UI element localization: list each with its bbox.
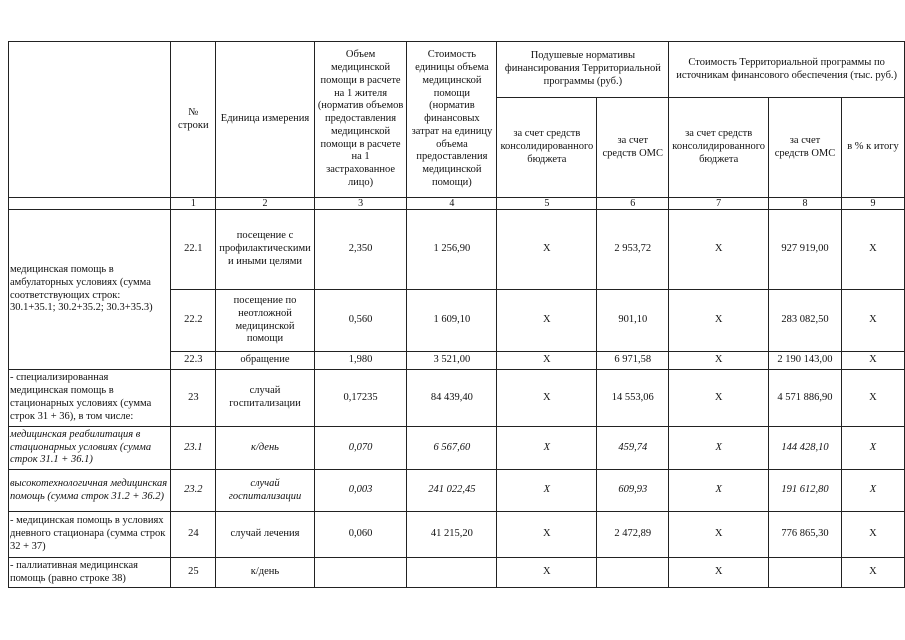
- row-unit-cost: 1 256,90: [407, 210, 497, 290]
- row-oms: 2 953,72: [597, 210, 669, 290]
- col-number: 3: [314, 198, 407, 210]
- row-oms: 2 472,89: [597, 512, 669, 558]
- row-pct: X: [841, 370, 904, 427]
- row-number: 22.3: [171, 352, 216, 370]
- row-unit: посещение по неотложной медицинской помощи: [216, 290, 314, 352]
- row-budget: X: [497, 427, 597, 470]
- row-oms: 6 971,58: [597, 352, 669, 370]
- table-row: [9, 427, 905, 470]
- header-budget-2: за счет средств консолидированного бюджета: [669, 98, 769, 198]
- row-label: медицинская помощь в амбулаторных условиях (сумма соответствующих строк: 30.1+35.1; 30.2+35.2; 30.3+35.3): [9, 210, 171, 370]
- col-number: 9: [841, 198, 904, 210]
- row-budget-2: X: [669, 210, 769, 290]
- row-oms-2: 144 428,10: [769, 427, 842, 470]
- table-row: [9, 512, 905, 558]
- row-oms-2: 191 612,80: [769, 470, 842, 512]
- row-unit-cost: 3 521,00: [407, 352, 497, 370]
- header-row-no: № строки: [171, 42, 216, 198]
- row-oms-2: 2 190 143,00: [769, 352, 842, 370]
- header-unit-cost: Стоимость единицы объема медицинской помощи (норматив финансовых затрат на единицу объема предоставления медицинской помощи): [407, 42, 497, 198]
- row-oms: [597, 558, 669, 588]
- row-unit: к/день: [216, 558, 314, 588]
- row-budget-2: X: [669, 470, 769, 512]
- row-oms-2: 283 082,50: [769, 290, 842, 352]
- row-label: медицинская реабилитация в стационарных условиях (сумма строк 31.1 + 36.1): [9, 427, 171, 470]
- header-unit: Единица измерения: [216, 42, 314, 198]
- row-number: 22.2: [171, 290, 216, 352]
- row-unit: случай госпитализации: [216, 470, 314, 512]
- row-budget-2: X: [669, 512, 769, 558]
- row-budget-2: X: [669, 427, 769, 470]
- row-budget: X: [497, 290, 597, 352]
- row-budget: X: [497, 352, 597, 370]
- header-oms-2: за счет средств ОМС: [769, 98, 842, 198]
- row-pct: X: [841, 427, 904, 470]
- row-budget: X: [497, 512, 597, 558]
- column-number-row: [9, 198, 905, 210]
- col-number: 8: [769, 198, 842, 210]
- header-row-1: [9, 42, 905, 98]
- row-unit: случай госпитализации: [216, 370, 314, 427]
- row-unit-cost: 84 439,40: [407, 370, 497, 427]
- row-volume: 1,980: [314, 352, 407, 370]
- row-oms: 459,74: [597, 427, 669, 470]
- row-number: 25: [171, 558, 216, 588]
- row-unit: к/день: [216, 427, 314, 470]
- col-number: 6: [597, 198, 669, 210]
- col-number: 2: [216, 198, 314, 210]
- row-pct: X: [841, 352, 904, 370]
- row-volume: [314, 558, 407, 588]
- row-unit-cost: 41 215,20: [407, 512, 497, 558]
- header-pct: в % к итогу: [841, 98, 904, 198]
- row-unit: обращение: [216, 352, 314, 370]
- table-row: [9, 210, 905, 290]
- table-row: [9, 470, 905, 512]
- header-per-capita: Подушевые нормативы финансирования Территориальной программы (руб.): [497, 42, 669, 98]
- col-number: 4: [407, 198, 497, 210]
- row-volume: 0,17235: [314, 370, 407, 427]
- row-unit-cost: 6 567,60: [407, 427, 497, 470]
- row-oms: 901,10: [597, 290, 669, 352]
- row-volume: 0,070: [314, 427, 407, 470]
- row-number: 23.2: [171, 470, 216, 512]
- header-oms: за счет средств ОМС: [597, 98, 669, 198]
- header-empty: [9, 42, 171, 198]
- row-label: - медицинская помощь в условиях дневного стационара (сумма строк 32 + 37): [9, 512, 171, 558]
- row-number: 23: [171, 370, 216, 427]
- row-number: 24: [171, 512, 216, 558]
- row-oms: 14 553,06: [597, 370, 669, 427]
- row-oms-2: [769, 558, 842, 588]
- row-budget-2: X: [669, 290, 769, 352]
- row-label: - паллиативная медицинская помощь (равно строке 38): [9, 558, 171, 588]
- row-volume: 0,560: [314, 290, 407, 352]
- row-pct: X: [841, 470, 904, 512]
- row-budget-2: X: [669, 370, 769, 427]
- row-volume: 0,003: [314, 470, 407, 512]
- col-number: 7: [669, 198, 769, 210]
- row-volume: 0,060: [314, 512, 407, 558]
- row-unit-cost: 241 022,45: [407, 470, 497, 512]
- col-number-empty: [9, 198, 171, 210]
- row-budget-2: X: [669, 558, 769, 588]
- row-budget-2: X: [669, 352, 769, 370]
- row-pct: X: [841, 512, 904, 558]
- header-volume: Объем медицинской помощи в расчете на 1 жителя (норматив объемов предоставления медицинской помощи в расчете на 1 застрахованное лицо): [314, 42, 407, 198]
- row-oms-2: 776 865,30: [769, 512, 842, 558]
- row-label: - специализированная медицинская помощь в стационарных условиях (сумма строк 31 + 36), в том числе:: [9, 370, 171, 427]
- row-pct: X: [841, 290, 904, 352]
- table-row: [9, 558, 905, 588]
- row-budget: X: [497, 558, 597, 588]
- header-budget: за счет средств консолидированного бюджета: [497, 98, 597, 198]
- col-number: 1: [171, 198, 216, 210]
- row-pct: X: [841, 210, 904, 290]
- col-number: 5: [497, 198, 597, 210]
- row-oms: 609,93: [597, 470, 669, 512]
- row-unit: случай лечения: [216, 512, 314, 558]
- row-budget: X: [497, 210, 597, 290]
- row-number: 23.1: [171, 427, 216, 470]
- row-number: 22.1: [171, 210, 216, 290]
- row-oms-2: 4 571 886,90: [769, 370, 842, 427]
- row-oms-2: 927 919,00: [769, 210, 842, 290]
- row-pct: X: [841, 558, 904, 588]
- program-cost-table: [8, 41, 905, 588]
- row-budget: X: [497, 470, 597, 512]
- row-unit-cost: [407, 558, 497, 588]
- row-unit-cost: 1 609,10: [407, 290, 497, 352]
- row-unit: посещение с профилактическими и иными целями: [216, 210, 314, 290]
- row-label: высокотехнологичная медицинская помощь (сумма строк 31.2 + 36.2): [9, 470, 171, 512]
- row-budget: X: [497, 370, 597, 427]
- header-cost-sources: Стоимость Территориальной программы по источникам финансового обеспечения (тыс. руб.): [669, 42, 905, 98]
- table-row: [9, 370, 905, 427]
- row-volume: 2,350: [314, 210, 407, 290]
